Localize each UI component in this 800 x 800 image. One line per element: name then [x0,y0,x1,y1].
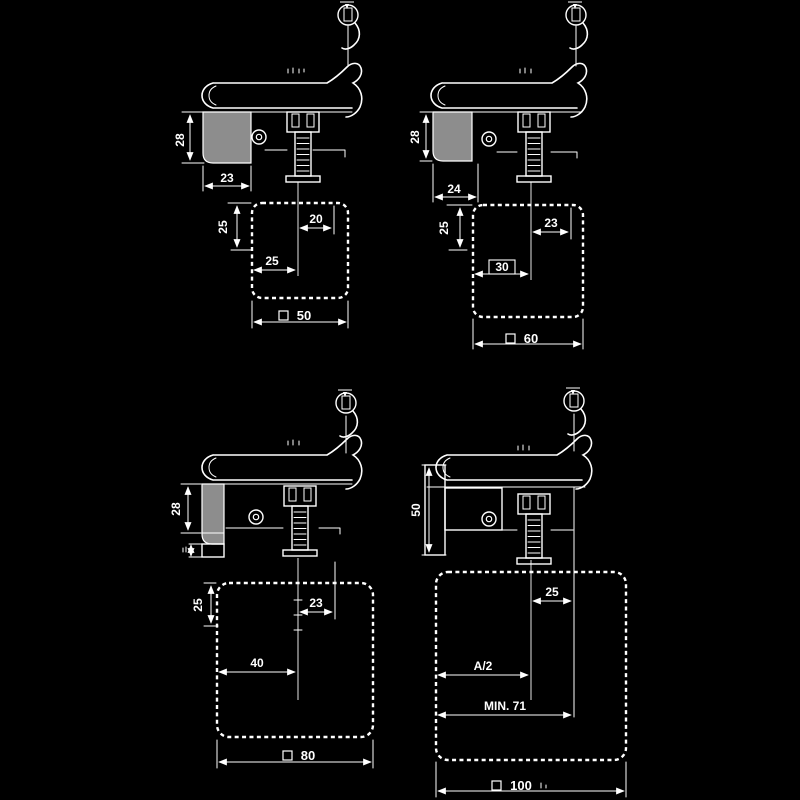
knob-icon [252,130,266,144]
cutout-half-width-label: 25 [265,254,279,268]
dim-cutout-square [436,762,626,797]
dim-cutout-half-width [438,659,528,675]
handle-grip-icon [564,388,585,435]
handle-side-view [202,435,362,489]
side-height-label: 28 [173,133,187,147]
dim-cutout-square [252,301,348,328]
cutout-square-label: 80 [300,748,316,763]
dim-cutout-center-offset [533,585,571,601]
body-extension [202,544,224,557]
handle-grip-icon [338,2,359,49]
dim-cutout-square [473,319,583,349]
side-width-label: 23 [220,171,234,185]
cutout-top-offset-label: 25 [437,221,451,235]
square-symbol-icon [279,311,288,320]
dim-cutout-min-depth [438,699,571,715]
cutout-half-width-label: A/2 [473,659,493,673]
cutout-square-label: 60 [523,331,539,346]
dim-side-height [408,112,432,161]
handle-grip-icon [566,2,587,49]
dim-side-height [409,465,446,555]
cutout-min-label: MIN. 71 [483,699,527,713]
dim-cutout-top-offset [191,583,218,626]
cutout-half-width-label: 30 [495,260,509,274]
knob-icon [249,510,263,524]
lock-body [433,112,472,161]
dim-side-width [433,164,478,202]
panel-cutout-outline [217,583,373,737]
dim-cutout-center-offset [300,206,334,234]
dim-cutout-half-width [219,656,295,672]
lock-body [203,112,251,163]
knob-icon [482,132,496,146]
side-height-label: 28 [408,130,422,144]
cam-assembly [283,486,317,556]
drawing-top-right [408,2,587,349]
cutout-center-offset-label: 23 [309,596,323,610]
dim-cutout-top-offset [437,205,472,250]
dim-extension-height [183,544,203,557]
cam-assembly [517,494,551,564]
cutout-center-offset-label: 25 [545,585,559,599]
drawing-top-left [173,2,362,328]
square-symbol-icon [283,751,292,760]
knob-icon [482,512,496,526]
dim-cutout-square [217,740,373,768]
side-width-label: 24 [447,182,461,196]
dim-side-height [169,484,201,533]
cam-assembly [286,112,320,182]
handle-side-view [431,63,587,117]
side-height-label: 28 [169,502,183,516]
dim-cutout-half-width [254,254,295,270]
dim-cutout-half-width [475,260,528,274]
dim-cutout-top-offset [216,203,251,250]
handle-grip-icon [336,390,357,437]
square-symbol-icon [506,334,515,343]
lock-body [202,484,224,544]
cutout-center-offset-label: 23 [544,216,558,230]
dim-cutout-center-offset [533,208,571,239]
cutout-top-offset-label: 25 [216,220,230,234]
dim-cutout-center-offset [300,562,335,619]
handle-side-view [202,63,362,117]
handle-side-view [436,435,592,489]
dim-side-height [173,112,204,163]
cam-assembly [517,112,551,182]
cutout-square-label: 100 [510,778,532,793]
cutout-top-offset-label: 25 [191,598,205,612]
dim-side-width [203,166,251,191]
drawing-bottom-left [169,390,373,768]
cutout-center-offset-label: 20 [309,212,323,226]
side-height-label: 50 [409,503,423,517]
square-symbol-icon [492,781,501,790]
drawing-bottom-right [409,388,626,797]
cutout-half-width-label: 40 [250,656,264,670]
cutout-square-label: 50 [296,308,312,323]
